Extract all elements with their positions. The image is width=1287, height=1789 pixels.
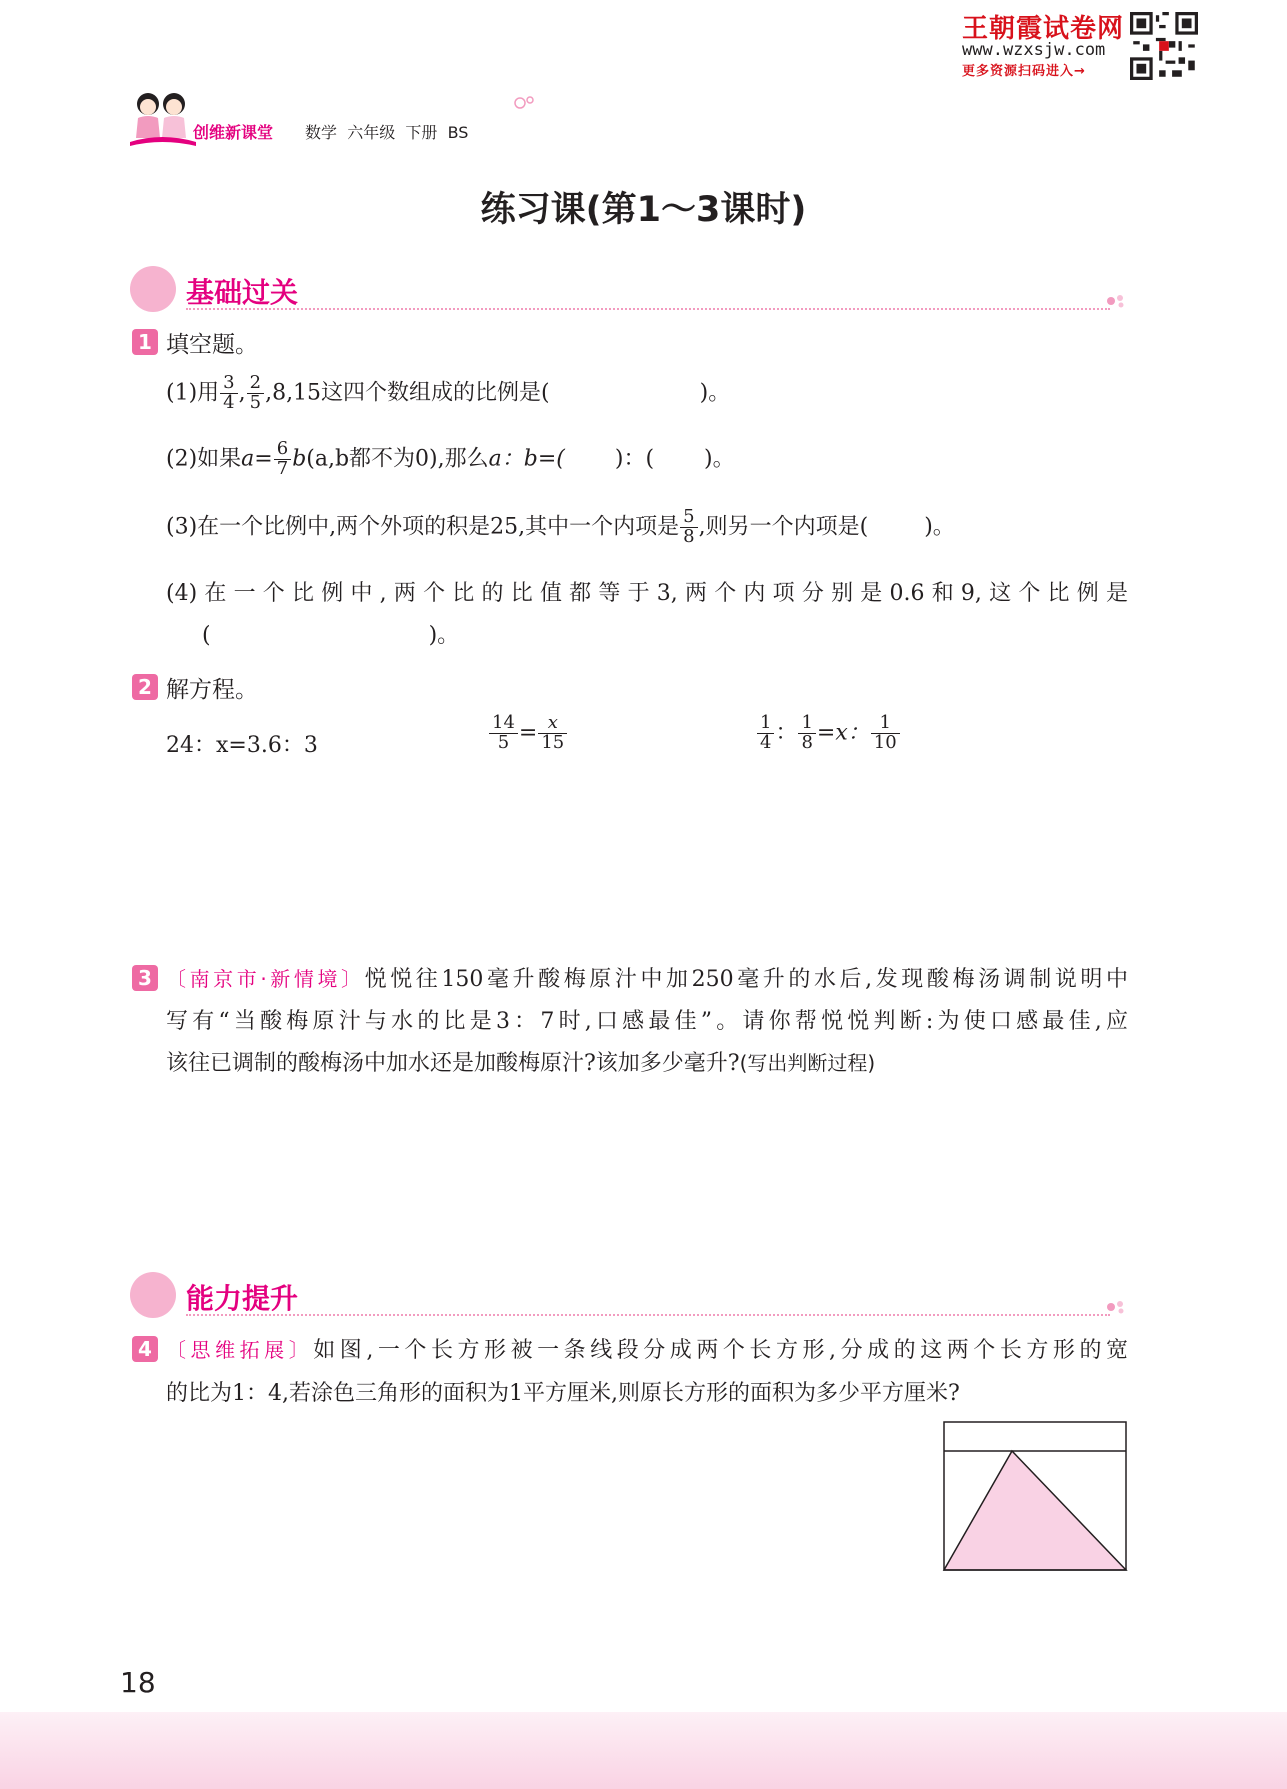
q3-note: (写出判断过程)	[739, 1051, 876, 1075]
q1-p1-close: )。	[699, 380, 731, 406]
equals-sign: =	[254, 446, 273, 472]
q1-p3-close: )。	[924, 514, 955, 540]
volume: 下册	[405, 123, 438, 142]
q1-part-3	[166, 508, 955, 547]
brand-title: 王朝霞试卷网	[962, 14, 1125, 44]
equation-1: 24：x=3.6：3	[166, 733, 318, 758]
denominator: 7	[276, 457, 289, 479]
var-a: a	[241, 446, 255, 472]
fraction	[757, 714, 774, 753]
question-tag: 〔南京市·新情境〕	[166, 967, 365, 991]
fraction	[871, 714, 900, 753]
numerator: 2	[247, 374, 264, 394]
q3-line1-text: 悦悦往150毫升酸梅原汁中加250毫升的水后,发现酸梅汤调制说明中	[364, 967, 1128, 992]
q1-part-4-line1: (4)在一个比例中,两个比的比值都等于3,两个内项分别是0.6和9,这个比例是	[166, 581, 1128, 606]
question-number: 3	[132, 965, 158, 991]
equation-2	[488, 714, 568, 753]
q1-p2-label: (2)如果	[166, 446, 242, 472]
q1-p4-close: )。	[428, 623, 460, 648]
numerator: 3	[220, 374, 237, 394]
series-name: 创维新课堂	[193, 123, 274, 142]
question-title: 填空题。	[166, 332, 258, 358]
q1-p1-text: ,8,15这四个数组成的比例是(	[265, 380, 550, 406]
numerator: 6	[274, 440, 291, 460]
dots-decoration-icon	[1106, 1300, 1126, 1314]
book-info	[305, 120, 468, 143]
q1-p2-close: )。	[704, 446, 735, 472]
mascot-kids-icon	[126, 86, 198, 154]
denominator: 4	[223, 391, 235, 413]
section-mascot-icon	[130, 1272, 176, 1318]
subject: 数学	[305, 123, 338, 142]
fraction	[247, 374, 264, 413]
q1-p3-rest: ,则另一个内项是(	[698, 514, 869, 540]
shaded-triangle	[944, 1451, 1126, 1570]
section-advanced-title: 能力提升	[186, 1282, 299, 1315]
section-divider	[186, 308, 1110, 310]
brand-note: 更多资源扫码进入→	[962, 64, 1086, 79]
denominator: 5	[497, 731, 510, 753]
denominator: 4	[760, 731, 772, 753]
numerator: 1	[757, 714, 774, 734]
question-tag: 〔思维拓展〕	[166, 1338, 314, 1362]
var-b: b	[292, 446, 307, 472]
numerator: 1	[871, 714, 900, 734]
question-number: 2	[132, 674, 158, 700]
q4-line1	[166, 1333, 1128, 1364]
denominator: 15	[541, 731, 565, 753]
dots-decoration-icon	[1106, 294, 1126, 308]
fraction	[538, 714, 567, 753]
section-divider	[186, 1314, 1110, 1316]
denominator: 8	[801, 731, 813, 753]
q1-p3-text: (3)在一个比例中,两个外项的积是25,其中一个内项是	[166, 514, 680, 540]
q1-part-4-line2	[202, 618, 459, 649]
q3-line3-text: 该往已调制的酸梅汤中加水还是加酸梅原汁?该加多少毫升?	[166, 1051, 740, 1076]
equation-3	[756, 714, 901, 753]
denominator: 8	[683, 525, 695, 547]
section-basic-title: 基础过关	[186, 276, 299, 309]
numerator: 1	[798, 714, 815, 734]
equation-middle: =x：	[816, 720, 870, 746]
q3-line1	[166, 962, 1128, 993]
fraction	[489, 714, 518, 753]
numerator: 14	[489, 714, 518, 734]
q1-p1-label: (1)用	[166, 380, 220, 406]
fraction	[798, 714, 815, 753]
q1-part-2	[166, 440, 735, 479]
fraction	[274, 440, 291, 479]
rectangle-triangle-figure	[942, 1420, 1128, 1572]
q4-line2: 的比为1：4,若涂色三角形的面积为1平方厘米,则原长方形的面积为多少平方厘米?	[166, 1381, 960, 1406]
edition: BS	[447, 123, 469, 142]
numerator: 5	[680, 508, 697, 528]
page-number: 18	[120, 1666, 156, 1699]
q1-p2-mid: )：(	[614, 446, 655, 472]
question-title: 解方程。	[166, 677, 258, 703]
equals-sign: =	[518, 720, 538, 746]
q4-line1-text: 如图,一个长方形被一条线段分成两个长方形,分成的这两个长方形的宽	[313, 1338, 1128, 1363]
q1-p2-ratio: a：b=(	[488, 446, 565, 472]
denominator: 5	[249, 391, 262, 413]
question-number: 4	[132, 1336, 158, 1362]
q1-p2-text: (a,b都不为0),那么	[306, 446, 489, 472]
colon: ：	[775, 720, 798, 746]
denominator: 10	[873, 731, 897, 753]
q1-p4-open: (	[202, 623, 211, 648]
q3-line2: 写有“当酸梅原汁与水的比是3：7时,口感最佳”。请你帮悦悦判断:为使口感最佳,应	[166, 1009, 1128, 1034]
footer-band	[0, 1712, 1287, 1789]
grade: 六年级	[347, 123, 396, 142]
qr-code-icon[interactable]	[1130, 12, 1198, 80]
q3-line3	[166, 1046, 875, 1077]
lesson-title: 练习课(第1～3课时)	[480, 190, 807, 230]
brand-url[interactable]: www.wzxsjw.com	[962, 40, 1106, 60]
question-number: 1	[132, 329, 158, 355]
numerator: x	[538, 714, 567, 734]
fraction	[220, 374, 237, 413]
fraction	[680, 508, 697, 547]
section-mascot-icon	[130, 266, 176, 312]
flower-decoration-icon	[512, 92, 538, 114]
q1-part-1: (1)用 $\frac{3}{4}$ , $\frac{2}{5}$ ,8,15这四个数组成的比例是( )。	[166, 372, 731, 413]
